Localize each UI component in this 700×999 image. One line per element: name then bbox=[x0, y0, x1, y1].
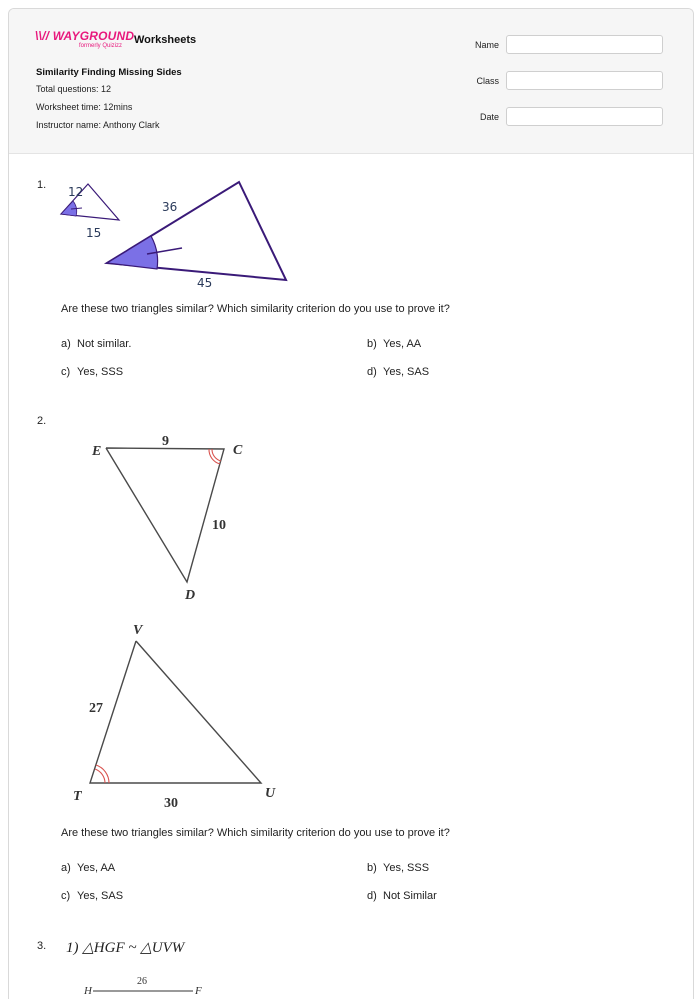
option-a[interactable]: a) Yes, AA bbox=[61, 862, 116, 874]
large-triangle bbox=[107, 182, 286, 280]
side-label: 12 bbox=[68, 185, 84, 199]
option-b[interactable]: b) Yes, AA bbox=[367, 338, 422, 350]
similarity-statement: 1) △HGF ~ △UVW bbox=[66, 940, 185, 956]
vertex-label: E bbox=[92, 444, 102, 459]
vertex-label: F bbox=[195, 985, 202, 997]
vertex-label: C bbox=[233, 443, 243, 458]
app-title: Worksheets bbox=[134, 34, 197, 46]
total-questions: Total questions: 12 bbox=[36, 84, 112, 94]
option-d[interactable]: d) Yes, SAS bbox=[367, 366, 430, 378]
vertex-label: U bbox=[265, 786, 276, 801]
worksheet-name: Similarity Finding Missing Sides bbox=[36, 67, 182, 78]
option-a[interactable]: a) Not similar. bbox=[61, 338, 132, 350]
side-label: 27 bbox=[89, 701, 103, 716]
worksheet-header bbox=[9, 9, 693, 154]
triangle-vtu bbox=[90, 641, 261, 783]
large-angle-mark bbox=[107, 236, 158, 269]
angle-arc-red bbox=[212, 449, 221, 461]
q3-figure bbox=[69, 971, 229, 999]
vertex-label: D bbox=[185, 588, 196, 603]
question-text: Are these two triangles similar? Which similarity criterion do you use to prove it? bbox=[61, 827, 450, 839]
name-label: Name bbox=[474, 40, 499, 50]
worksheet-time: Worksheet time: 12mins bbox=[36, 102, 133, 112]
side-label: 9 bbox=[162, 434, 169, 449]
vertex-label: H bbox=[84, 985, 92, 997]
instructor-name: Instructor name: Anthony Clark bbox=[36, 120, 160, 130]
class-field[interactable] bbox=[506, 71, 663, 90]
option-c[interactable]: c) Yes, SSS bbox=[61, 366, 124, 378]
triangle-ecd bbox=[106, 448, 224, 582]
option-b[interactable]: b) Yes, SSS bbox=[367, 862, 430, 874]
logo-text: WAYGROUND bbox=[52, 29, 135, 43]
question-text: Are these two triangles similar? Which similarity criterion do you use to prove it? bbox=[61, 303, 450, 315]
class-label: Class bbox=[476, 76, 499, 86]
vertex-label: T bbox=[73, 789, 82, 804]
date-field[interactable] bbox=[506, 107, 663, 126]
name-field[interactable] bbox=[506, 35, 663, 54]
vertex-label: V bbox=[133, 623, 143, 638]
logo-mark-icon: \\// bbox=[35, 29, 50, 43]
side-label: 15 bbox=[86, 226, 102, 240]
side-label: 36 bbox=[162, 200, 178, 214]
side-label: 30 bbox=[164, 796, 178, 809]
option-c[interactable]: c) Yes, SAS bbox=[61, 890, 124, 902]
q1-triangles-figure bbox=[54, 174, 294, 289]
angle-arc-red bbox=[95, 769, 105, 783]
side-label: 26 bbox=[137, 976, 147, 987]
logo-subtitle: formerly Quizizz bbox=[79, 43, 123, 49]
question-number: 1. bbox=[37, 179, 47, 191]
question-number: 3. bbox=[37, 940, 47, 952]
date-label: Date bbox=[479, 112, 499, 122]
option-d[interactable]: d) Not Similar bbox=[367, 890, 437, 902]
brand-logo bbox=[35, 29, 135, 55]
side-label: 45 bbox=[197, 276, 213, 289]
question-number: 2. bbox=[37, 415, 47, 427]
q2-triangles-figure bbox=[54, 419, 294, 809]
side-label: 10 bbox=[212, 518, 226, 533]
worksheet bbox=[8, 8, 694, 999]
